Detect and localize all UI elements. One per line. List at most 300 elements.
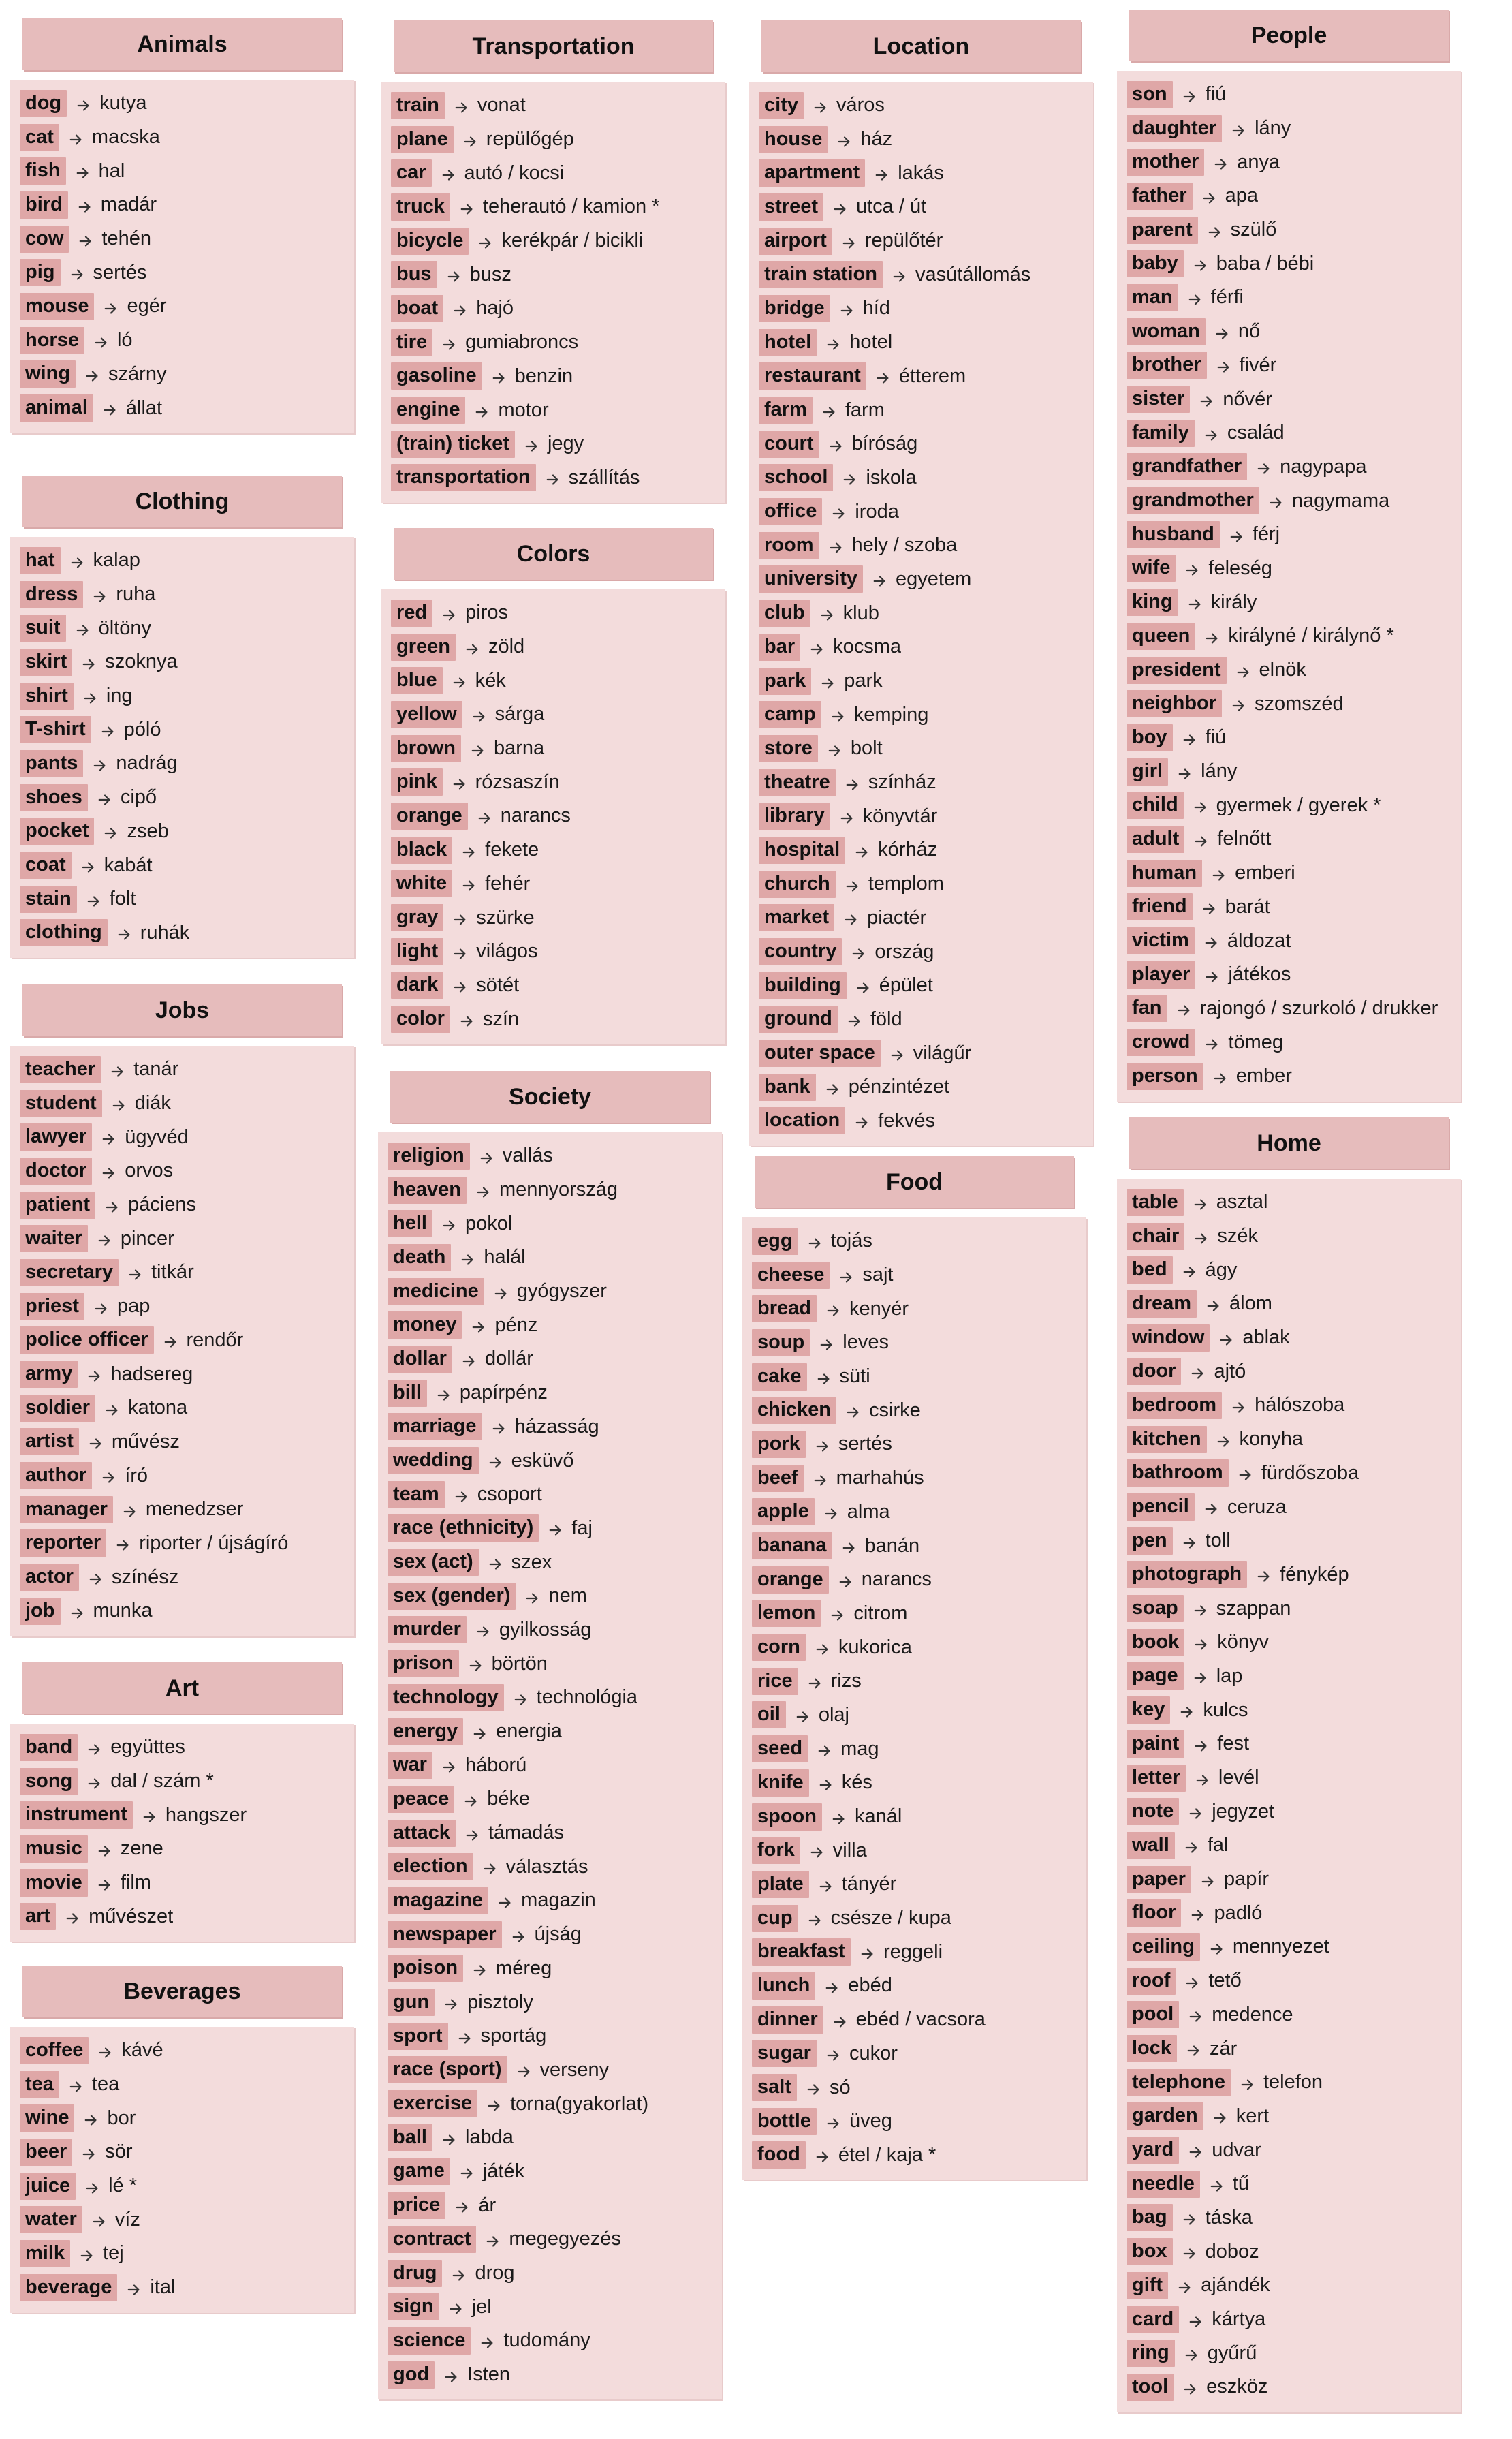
right-arrow-icon (876, 369, 891, 384)
vocab-entry (1127, 315, 1461, 349)
english-word: ground (759, 1006, 838, 1033)
right-arrow-icon (93, 587, 108, 602)
vocab-entry (391, 765, 725, 799)
right-arrow-icon (478, 234, 493, 249)
right-arrow-icon (825, 1978, 840, 1993)
english-word: club (759, 600, 810, 627)
right-arrow-icon (837, 132, 852, 147)
vocab-entry (388, 1308, 722, 1342)
english-word: telephone (1127, 2069, 1231, 2096)
right-arrow-icon (105, 1401, 120, 1416)
right-arrow-icon (1188, 2007, 1203, 2022)
right-arrow-icon (97, 1842, 112, 1857)
right-arrow-icon (101, 1164, 116, 1179)
hungarian-translation: barna (494, 737, 545, 760)
english-word: house (759, 126, 828, 153)
right-arrow-icon (460, 1250, 475, 1265)
vocab-entry (759, 969, 1093, 1003)
right-arrow-icon (93, 756, 108, 771)
right-arrow-icon (829, 538, 844, 553)
hungarian-translation: folt (109, 888, 136, 910)
hungarian-translation: támadás (488, 1822, 565, 1844)
right-arrow-icon (1180, 1703, 1195, 1718)
hungarian-translation: táska (1205, 2206, 1253, 2228)
category-home (1117, 1117, 1461, 2412)
hungarian-translation: süti (839, 1365, 870, 1388)
english-word: clothing (20, 919, 108, 946)
english-word: letter (1127, 1765, 1186, 1792)
hungarian-translation: kemping (853, 703, 929, 726)
category-society (378, 1071, 722, 2399)
right-arrow-icon (1194, 1229, 1209, 1244)
right-arrow-icon (819, 1877, 834, 1892)
hungarian-translation: nővér (1223, 388, 1272, 410)
english-word: dog (20, 90, 67, 117)
english-word: baby (1127, 250, 1184, 277)
right-arrow-icon (1188, 1804, 1203, 1819)
category-jobs (10, 984, 354, 1636)
hungarian-translation: nadrág (116, 752, 178, 775)
english-word: park (759, 668, 811, 695)
hungarian-translation: munka (93, 1600, 153, 1622)
right-arrow-icon (103, 401, 118, 416)
english-word: child (1127, 792, 1184, 819)
hungarian-translation: bolt (850, 737, 883, 760)
right-arrow-icon (1204, 426, 1219, 441)
right-arrow-icon (76, 164, 91, 178)
hungarian-translation: repülőtér (864, 230, 943, 252)
hungarian-translation: megegyezés (509, 2228, 621, 2250)
english-word: pocket (20, 818, 94, 845)
category-title: Transportation (394, 20, 713, 72)
vocab-entry (388, 1748, 722, 1782)
english-word: soup (752, 1329, 810, 1356)
vocab-entry (391, 969, 725, 1003)
hungarian-translation: vonat (477, 94, 526, 116)
right-arrow-icon (1178, 2278, 1193, 2293)
english-word: parent (1127, 217, 1198, 244)
hungarian-translation: kék (475, 669, 506, 692)
hungarian-translation: macska (91, 126, 160, 149)
english-word: skirt (20, 649, 72, 676)
right-arrow-icon (847, 1012, 862, 1027)
right-arrow-icon (76, 96, 91, 111)
english-word: store (759, 735, 818, 762)
english-word: girl (1127, 758, 1168, 786)
hungarian-translation: lány (1255, 117, 1291, 140)
vocab-entry (759, 326, 1093, 360)
vocab-entry (388, 1613, 722, 1647)
right-arrow-icon (1202, 899, 1217, 914)
english-word: boy (1127, 724, 1173, 751)
vocab-entry (20, 1899, 354, 1933)
english-word: pen (1127, 1527, 1173, 1555)
hungarian-translation: kert (1235, 2104, 1270, 2127)
english-word: art (20, 1903, 56, 1930)
hungarian-translation: híd (862, 297, 890, 320)
vocab-entry (1127, 619, 1461, 653)
hungarian-translation: riporter / újságíró (139, 1532, 289, 1554)
english-word: country (759, 938, 842, 965)
right-arrow-icon (826, 1301, 841, 1316)
english-word: student (20, 1090, 102, 1117)
vocab-entry (20, 2034, 354, 2068)
english-word: window (1127, 1324, 1210, 1352)
hungarian-translation: börtön (491, 1652, 548, 1675)
english-word: gasoline (391, 362, 482, 390)
right-arrow-icon (442, 335, 457, 350)
right-arrow-icon (821, 674, 836, 689)
hungarian-translation: pénz (494, 1314, 538, 1336)
english-word: white (391, 870, 452, 897)
right-arrow-icon (80, 2246, 95, 2261)
right-arrow-icon (819, 1775, 834, 1790)
hungarian-translation: hajó (476, 297, 514, 320)
hungarian-translation: só (829, 2076, 851, 2098)
right-arrow-icon (1185, 561, 1200, 576)
vocab-entry (388, 1952, 722, 1986)
english-word: photograph (1127, 1561, 1247, 1588)
english-word: farm (759, 397, 813, 424)
hungarian-translation: házasság (514, 1415, 599, 1438)
hungarian-translation: tömeg (1228, 1031, 1284, 1053)
hungarian-translation: páciens (128, 1194, 197, 1216)
english-word: coat (20, 852, 72, 879)
category-word-list (10, 1046, 354, 1636)
vocab-entry (20, 324, 354, 358)
vocab-entry (1127, 349, 1461, 383)
right-arrow-icon (1193, 1668, 1208, 1683)
english-word: artist (20, 1428, 79, 1455)
vocab-entry (1127, 1896, 1461, 1930)
english-word: key (1127, 1696, 1170, 1724)
hungarian-translation: szomszéd (1255, 692, 1344, 715)
hungarian-translation: dal / szám * (110, 1770, 214, 1792)
hungarian-translation: fivér (1239, 354, 1277, 376)
vocab-entry (391, 393, 725, 427)
right-arrow-icon (845, 877, 860, 892)
right-arrow-icon (473, 1961, 488, 1976)
english-word: gift (1127, 2272, 1168, 2299)
hungarian-translation: park (844, 670, 883, 692)
right-arrow-icon (810, 640, 825, 655)
vocab-entry (388, 2358, 722, 2392)
vocab-entry (20, 747, 354, 781)
hungarian-translation: toll (1205, 1529, 1231, 1552)
hungarian-translation: szárny (108, 362, 167, 385)
right-arrow-icon (808, 1911, 823, 1926)
vocab-entry (388, 2053, 722, 2087)
hungarian-translation: város (836, 94, 885, 116)
right-arrow-icon (1182, 2210, 1197, 2225)
hungarian-translation: gyógyszer (516, 1280, 607, 1303)
english-word: dollar (388, 1346, 452, 1373)
right-arrow-icon (1240, 2075, 1255, 2090)
right-arrow-icon (840, 809, 855, 824)
right-arrow-icon (1185, 1974, 1200, 1989)
english-word: father (1127, 183, 1193, 210)
hungarian-translation: csirke (869, 1399, 921, 1421)
vocab-entry (759, 461, 1093, 495)
right-arrow-icon (1214, 155, 1229, 170)
vocab-entry (1127, 78, 1461, 112)
hungarian-translation: film (120, 1871, 151, 1894)
vocab-entry (391, 461, 725, 495)
vocab-entry (391, 1002, 725, 1036)
hungarian-translation: felnőtt (1217, 828, 1272, 850)
right-arrow-icon (471, 1318, 486, 1333)
hungarian-translation: víz (114, 2208, 140, 2231)
vocab-entry (20, 2135, 354, 2169)
right-arrow-icon (1188, 2143, 1203, 2158)
vocab-entry (20, 1324, 354, 1358)
hungarian-translation: játékos (1228, 963, 1291, 986)
hungarian-translation: mennyország (499, 1179, 618, 1201)
vocab-entry (20, 1765, 354, 1799)
hungarian-translation: vallás (502, 1145, 553, 1167)
right-arrow-icon (453, 910, 468, 925)
hungarian-translation: író (125, 1464, 148, 1487)
hungarian-translation: ing (106, 685, 133, 707)
right-arrow-icon (89, 1434, 104, 1449)
english-word: engine (391, 397, 465, 424)
vocab-entry (1127, 2370, 1461, 2404)
hungarian-translation: fehér (485, 872, 531, 895)
vocab-entry (1127, 416, 1461, 450)
hungarian-translation: királyné / királynő * (1228, 625, 1394, 647)
english-word: wedding (388, 1447, 479, 1474)
hungarian-translation: szappan (1216, 1597, 1291, 1619)
english-word: pink (391, 768, 443, 796)
right-arrow-icon (128, 1265, 143, 1280)
hungarian-translation: gumiabroncs (465, 331, 579, 354)
category-title: Beverages (22, 1966, 342, 2017)
vocab-entry (20, 154, 354, 188)
right-arrow-icon (1210, 1940, 1225, 1955)
right-arrow-icon (1205, 967, 1220, 982)
right-arrow-icon (832, 504, 847, 519)
right-arrow-icon (442, 1216, 457, 1231)
english-word: song (20, 1768, 78, 1795)
hungarian-translation: hotel (849, 331, 893, 354)
hungarian-translation: ebéd (848, 1974, 892, 1997)
english-word: library (759, 803, 830, 830)
right-arrow-icon (1195, 1771, 1210, 1786)
vocab-entry (388, 1985, 722, 2019)
english-word: player (1127, 961, 1195, 989)
right-arrow-icon (142, 1807, 157, 1822)
vocab-entry (759, 156, 1093, 190)
hungarian-translation: egér (127, 295, 167, 317)
right-arrow-icon (1188, 290, 1203, 305)
vocab-entry (1127, 1388, 1461, 1423)
vocab-entry (20, 848, 354, 882)
right-arrow-icon (1194, 1737, 1209, 1752)
english-word: chicken (752, 1397, 836, 1424)
vocab-entry (20, 1154, 354, 1188)
right-arrow-icon (826, 2046, 841, 2061)
vocab-entry (1127, 2032, 1461, 2066)
english-word: chair (1127, 1223, 1184, 1250)
vocab-entry (20, 87, 354, 121)
hungarian-translation: hálószoba (1255, 1394, 1345, 1416)
hungarian-translation: gyermek / gyerek * (1216, 794, 1381, 816)
hungarian-translation: sör (105, 2141, 133, 2163)
vocab-entry (1127, 1761, 1461, 1795)
vocab-entry (1127, 213, 1461, 247)
english-word: manager (20, 1496, 113, 1523)
right-arrow-icon (87, 1740, 102, 1755)
hungarian-translation: csoport (477, 1483, 542, 1506)
vocab-entry (388, 1681, 722, 1715)
hungarian-translation: szülő (1230, 219, 1277, 241)
vocab-entry (1127, 1591, 1461, 1626)
hungarian-translation: busz (469, 263, 511, 285)
right-arrow-icon (819, 1335, 834, 1350)
hungarian-translation: nő (1238, 320, 1261, 343)
vocab-entry (1127, 1524, 1461, 1558)
right-arrow-icon (524, 437, 539, 452)
english-word: garden (1127, 2102, 1203, 2130)
english-word: apple (752, 1498, 815, 1525)
hungarian-translation: pisztoly (467, 1991, 533, 2013)
english-word: poison (388, 1955, 463, 1982)
hungarian-translation: asztal (1216, 1191, 1268, 1213)
vocab-entry (20, 1798, 354, 1832)
vocab-entry (1127, 1423, 1461, 1457)
english-word: neighbor (1127, 690, 1222, 717)
hungarian-translation: mag (840, 1737, 879, 1760)
english-word: green (391, 634, 456, 661)
english-word: beer (20, 2139, 72, 2166)
english-word: building (759, 972, 847, 999)
right-arrow-icon (1212, 866, 1227, 881)
english-word: page (1127, 1662, 1184, 1690)
english-word: god (388, 2361, 435, 2389)
right-arrow-icon (462, 1352, 477, 1367)
hungarian-translation: halál (484, 1246, 526, 1269)
vocab-entry (20, 1730, 354, 1765)
right-arrow-icon (1205, 1035, 1220, 1050)
right-arrow-icon (1269, 493, 1284, 508)
hungarian-translation: család (1227, 422, 1285, 444)
vocab-entry (759, 732, 1093, 766)
vocab-entry (1127, 552, 1461, 586)
right-arrow-icon (1178, 764, 1193, 779)
vocab-entry (1127, 247, 1461, 281)
english-word: heaven (388, 1177, 467, 1204)
hungarian-translation: póló (123, 718, 161, 741)
hungarian-translation: bíróság (851, 433, 918, 455)
right-arrow-icon (449, 2299, 464, 2314)
right-arrow-icon (473, 1724, 488, 1739)
vocab-entry (391, 292, 725, 326)
vocab-entry (20, 544, 354, 578)
hungarian-translation: kulcs (1203, 1698, 1248, 1721)
english-word: human (1127, 860, 1202, 887)
english-word: sister (1127, 386, 1190, 413)
english-word: plane (391, 126, 454, 153)
english-word: light (391, 938, 443, 965)
english-word: yellow (391, 701, 462, 728)
vocab-entry (388, 1444, 722, 1478)
right-arrow-icon (465, 640, 480, 655)
hungarian-translation: ágy (1205, 1258, 1238, 1281)
hungarian-translation: tanár (133, 1058, 179, 1081)
hungarian-translation: fiú (1205, 726, 1227, 749)
english-word: tool (1127, 2374, 1174, 2401)
right-arrow-icon (453, 944, 468, 959)
english-word: yard (1127, 2137, 1179, 2164)
right-arrow-icon (458, 2029, 473, 2044)
right-arrow-icon (1188, 2312, 1203, 2327)
english-word: horse (20, 327, 84, 354)
hungarian-translation: álom (1229, 1292, 1272, 1315)
english-word: court (759, 431, 819, 458)
english-word: daughter (1127, 115, 1222, 142)
hungarian-translation: villa (832, 1839, 867, 1861)
english-word: floor (1127, 1899, 1181, 1927)
vocab-entry (388, 2222, 722, 2256)
right-arrow-icon (525, 1589, 540, 1604)
right-arrow-icon (452, 2266, 467, 2281)
hungarian-translation: kutya (99, 92, 147, 114)
english-word: teacher (20, 1056, 101, 1083)
english-word: bedroom (1127, 1392, 1222, 1419)
english-word: man (1127, 284, 1178, 311)
english-word: T-shirt (20, 716, 91, 743)
english-word: fish (20, 157, 66, 185)
right-arrow-icon (460, 200, 475, 215)
english-word: grandmother (1127, 487, 1259, 514)
right-arrow-icon (65, 1909, 80, 1924)
hungarian-translation: zene (120, 1837, 163, 1860)
vocab-entry (20, 815, 354, 849)
english-word: corn (752, 1634, 806, 1661)
english-word: office (759, 498, 822, 525)
vocab-entry (759, 799, 1093, 833)
hungarian-translation: kórház (878, 839, 938, 861)
hungarian-translation: világos (476, 940, 538, 963)
right-arrow-icon (112, 1096, 127, 1111)
vocab-entry (759, 495, 1093, 529)
hungarian-translation: sertés (838, 1433, 892, 1455)
right-arrow-icon (81, 858, 96, 873)
right-arrow-icon (1182, 2244, 1197, 2259)
right-arrow-icon (1191, 1364, 1206, 1379)
category-title: Home (1129, 1117, 1449, 1169)
right-arrow-icon (825, 1080, 840, 1095)
vocab-entry (1127, 382, 1461, 416)
vocab-entry (752, 1427, 1086, 1461)
hungarian-translation: cukor (849, 2042, 898, 2064)
hungarian-translation: barát (1225, 895, 1270, 918)
right-arrow-icon (454, 1487, 469, 1502)
english-word: race (sport) (388, 2056, 507, 2083)
right-arrow-icon (87, 1367, 102, 1382)
english-word: book (1127, 1629, 1184, 1656)
right-arrow-icon (98, 2043, 113, 2058)
english-word: cow (20, 226, 69, 253)
right-arrow-icon (444, 2367, 459, 2382)
vocab-entry (752, 1833, 1086, 1867)
vocab-entry (759, 292, 1093, 326)
vocab-entry (1127, 1025, 1461, 1059)
right-arrow-icon (69, 2077, 84, 2092)
category-title: Location (761, 20, 1081, 72)
right-arrow-icon (1231, 696, 1246, 711)
vocab-entry (759, 901, 1093, 935)
